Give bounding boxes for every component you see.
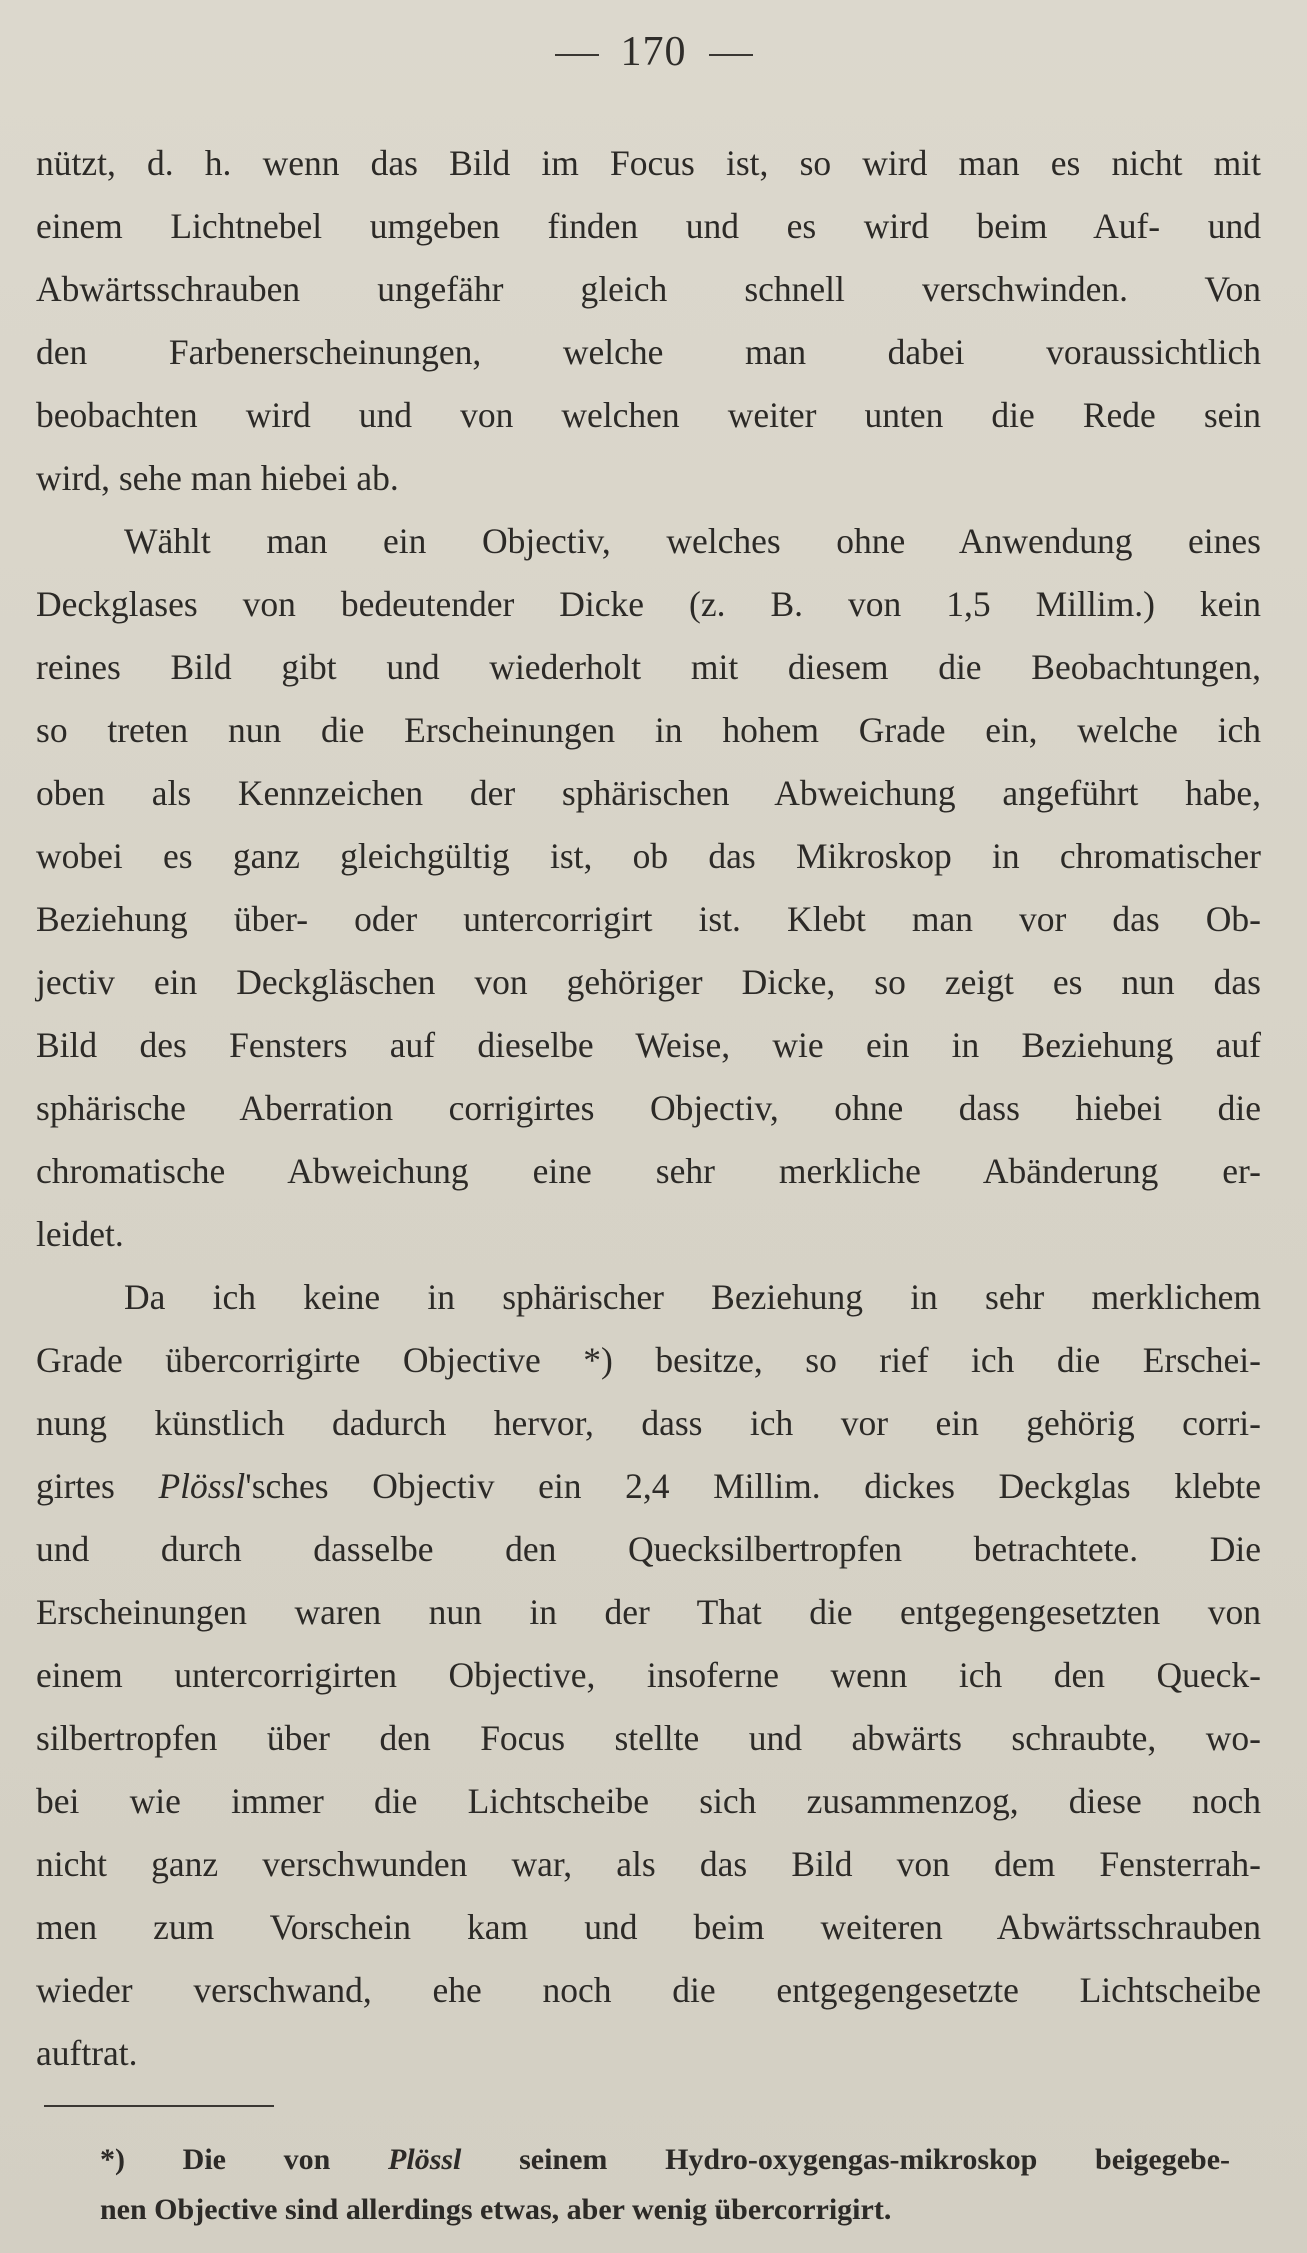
header-dash-left	[555, 54, 599, 56]
paragraph-2	[36, 510, 1261, 1266]
text-line: men zum Vorschein kam und beim weiteren Abwärtsschrauben	[36, 1907, 1261, 1947]
text-line: sphärische Aberration corrigirtes Objectiv, ohne dass hiebei die	[36, 1088, 1261, 1128]
text-line: chromatische Abweichung eine sehr merkliche Abänderung er-	[36, 1151, 1261, 1191]
text-line: Wählt man ein Objectiv, welches ohne Anwendung eines	[124, 521, 1261, 561]
footnote-rule	[44, 2105, 274, 2107]
text-fragment: Die von	[125, 2143, 389, 2176]
text-line: leidet.	[36, 1214, 124, 1254]
text-line: Abwärtsschrauben ungefähr gleich schnell verschwinden. Von	[36, 269, 1261, 309]
text-line: wieder verschwand, ehe noch die entgegengesetzte Lichtscheibe	[36, 1970, 1261, 2010]
footnote-marker: *)	[100, 2143, 125, 2176]
text-line: den Farbenerscheinungen, welche man dabei voraussichtlich	[36, 332, 1261, 372]
text-line: wird, sehe man hiebei ab.	[36, 458, 399, 498]
text-line: auftrat.	[36, 2033, 138, 2073]
text-line: Erscheinungen waren nun in der That die entgegengesetzten von	[36, 1592, 1261, 1632]
text-line: Grade übercorrigirte Objective *) besitze, so rief ich die Erschei-	[36, 1340, 1261, 1380]
footnote-line-2: nen Objective sind allerdings etwas, aber wenig übercorrigirt.	[100, 2193, 892, 2226]
text-fragment: 'sches Objectiv ein 2,4 Millim. dickes Deckglas klebte	[245, 1466, 1261, 1506]
text-line: nung künstlich dadurch hervor, dass ich vor ein gehörig corri-	[36, 1403, 1261, 1443]
text-line: Beziehung über- oder untercorrigirt ist. Klebt man vor das Ob-	[36, 899, 1261, 939]
page-header	[0, 28, 1307, 76]
italic-name: Plössl	[388, 2143, 462, 2176]
text-line: und durch dasselbe den Quecksilbertropfen betrachtete. Die	[36, 1529, 1261, 1569]
text-line: Da ich keine in sphärischer Beziehung in sehr merklichem	[124, 1277, 1261, 1317]
paragraph-1	[36, 132, 1261, 510]
text-line: silbertropfen über den Focus stellte und abwärts schraubte, wo-	[36, 1718, 1261, 1758]
footnote-line-1	[100, 2135, 1230, 2185]
text-line: jectiv ein Deckgläschen von gehöriger Dicke, so zeigt es nun das	[36, 962, 1261, 1002]
text-line: einem untercorrigirten Objective, insoferne wenn ich den Queck-	[36, 1655, 1261, 1695]
italic-name: Plössl	[158, 1466, 246, 1506]
body-text	[36, 132, 1261, 2085]
paragraph-3	[36, 1266, 1261, 2085]
text-line: Deckglases von bedeutender Dicke (z. B. von 1,5 Millim.) kein	[36, 584, 1261, 624]
footnote	[100, 2135, 1230, 2235]
text-line: nützt, d. h. wenn das Bild im Focus ist, so wird man es nicht mit	[36, 143, 1261, 183]
header-dash-right	[709, 54, 753, 56]
text-line: wobei es ganz gleichgültig ist, ob das Mikroskop in chromatischer	[36, 836, 1261, 876]
text-line: oben als Kennzeichen der sphärischen Abweichung angeführt habe,	[36, 773, 1261, 813]
text-line: einem Lichtnebel umgeben finden und es wird beim Auf- und	[36, 206, 1261, 246]
text-line: nicht ganz verschwunden war, als das Bild von dem Fensterrah-	[36, 1844, 1261, 1884]
text-line: beobachten wird und von welchen weiter unten die Rede sein	[36, 395, 1261, 435]
text-line-with-italic	[36, 1455, 1261, 1518]
text-line: reines Bild gibt und wiederholt mit diesem die Beobachtungen,	[36, 647, 1261, 687]
text-line: bei wie immer die Lichtscheibe sich zusammenzog, diese noch	[36, 1781, 1261, 1821]
page-number: 170	[620, 29, 687, 75]
text-line: Bild des Fensters auf dieselbe Weise, wie ein in Beziehung auf	[36, 1025, 1261, 1065]
text-fragment: seinem Hydro-oxygengas-mikroskop beigegebe-	[461, 2143, 1230, 2176]
text-fragment: girtes	[36, 1466, 159, 1506]
text-line: so treten nun die Erscheinungen in hohem Grade ein, welche ich	[36, 710, 1261, 750]
